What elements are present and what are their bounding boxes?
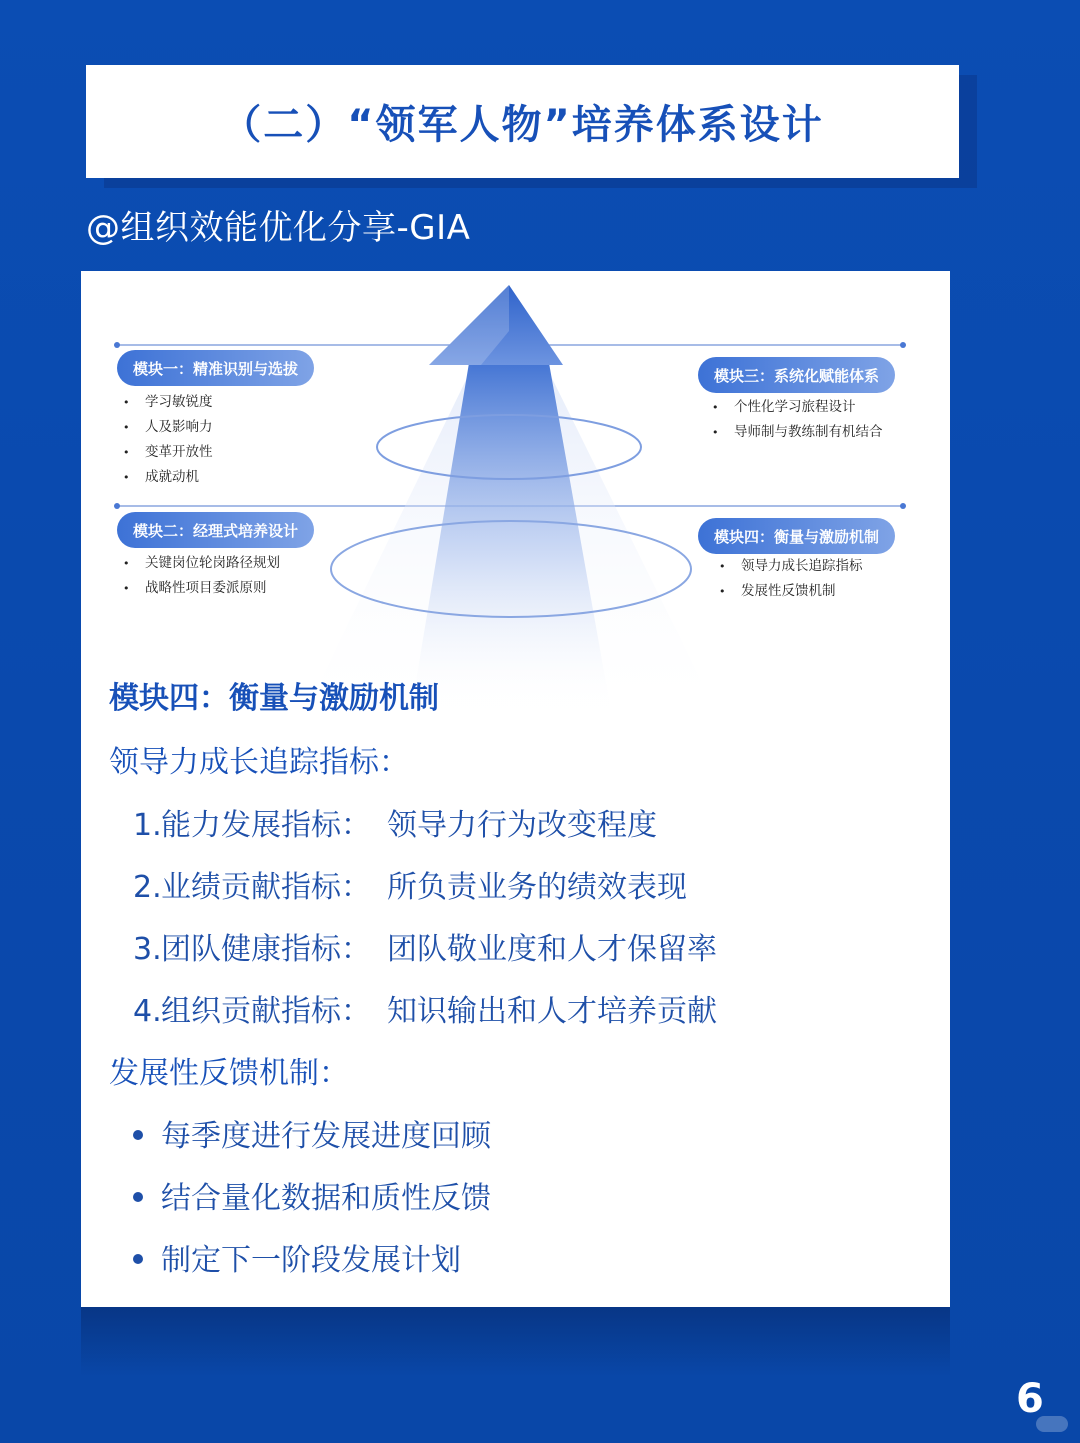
metric-row — [133, 986, 717, 1030]
metric-desc: 所负责业务的绩效表现 — [387, 870, 687, 905]
list-item: • 战略性项目委派原则 — [123, 576, 280, 601]
metric-label: 团队健康指标： — [161, 932, 371, 967]
module-three-list — [712, 395, 883, 445]
metric-desc: 团队敬业度和人才保留率 — [387, 932, 717, 967]
list-item — [133, 1111, 491, 1155]
card-shadow — [81, 1307, 950, 1377]
list-item — [133, 1173, 491, 1217]
module-one-list — [123, 390, 213, 490]
author-handle: @组织效能优化分享-GIA — [86, 208, 471, 248]
module-two-list — [123, 551, 280, 601]
module-four-list — [719, 554, 863, 604]
title-card — [86, 65, 959, 178]
tracking-heading: 领导力成长追踪指标： — [109, 745, 409, 780]
page-title: （二）“领军人物”培养体系设计 — [221, 102, 824, 148]
module-one-pill: 模块一：精准识别与选拔 — [117, 350, 314, 386]
list-item: • 导师制与教练制有机结合 — [712, 420, 883, 445]
list-item: • 学习敏锐度 — [123, 390, 213, 415]
module-two-pill: 模块二：经理式培养设计 — [117, 512, 314, 548]
list-item: • 个性化学习旅程设计 — [712, 395, 883, 420]
metric-label: 能力发展指标： — [161, 808, 371, 843]
bullet-icon — [133, 1192, 143, 1202]
metric-row — [133, 800, 657, 844]
bullet-text: 每季度进行发展进度回顾 — [161, 1119, 491, 1154]
page-number: 6 — [1016, 1376, 1044, 1422]
bullet-icon — [133, 1130, 143, 1140]
module-four-pill: 模块四：衡量与激励机制 — [698, 518, 895, 554]
arrow-diagram — [81, 271, 950, 731]
metric-row — [133, 862, 687, 906]
metric-label: 业绩贡献指标： — [161, 870, 371, 905]
metric-number: 3. — [133, 932, 162, 967]
metric-label: 组织贡献指标： — [161, 994, 371, 1029]
bullet-icon — [133, 1254, 143, 1264]
metric-row — [133, 924, 717, 968]
list-item: • 关键岗位轮岗路径规划 — [123, 551, 280, 576]
list-item: • 变革开放性 — [123, 440, 213, 465]
metric-number: 4. — [133, 994, 162, 1029]
list-item: • 领导力成长追踪指标 — [719, 554, 863, 579]
list-item: • 成就动机 — [123, 465, 213, 490]
section-title: 模块四：衡量与激励机制 — [109, 681, 439, 716]
list-item: • 人及影响力 — [123, 415, 213, 440]
metric-desc: 知识输出和人才培养贡献 — [387, 994, 717, 1029]
metric-number: 2. — [133, 870, 162, 905]
feedback-heading: 发展性反馈机制： — [109, 1056, 349, 1091]
bullet-text: 制定下一阶段发展计划 — [161, 1243, 461, 1278]
watermark-badge — [1036, 1416, 1068, 1432]
metric-desc: 领导力行为改变程度 — [387, 808, 657, 843]
list-item — [133, 1235, 461, 1279]
content-card — [81, 271, 950, 1307]
list-item: • 发展性反馈机制 — [719, 579, 863, 604]
metric-number: 1. — [133, 808, 162, 843]
bullet-text: 结合量化数据和质性反馈 — [161, 1181, 491, 1216]
arrow-graphic — [81, 271, 950, 731]
module-three-pill: 模块三：系统化赋能体系 — [698, 357, 895, 393]
